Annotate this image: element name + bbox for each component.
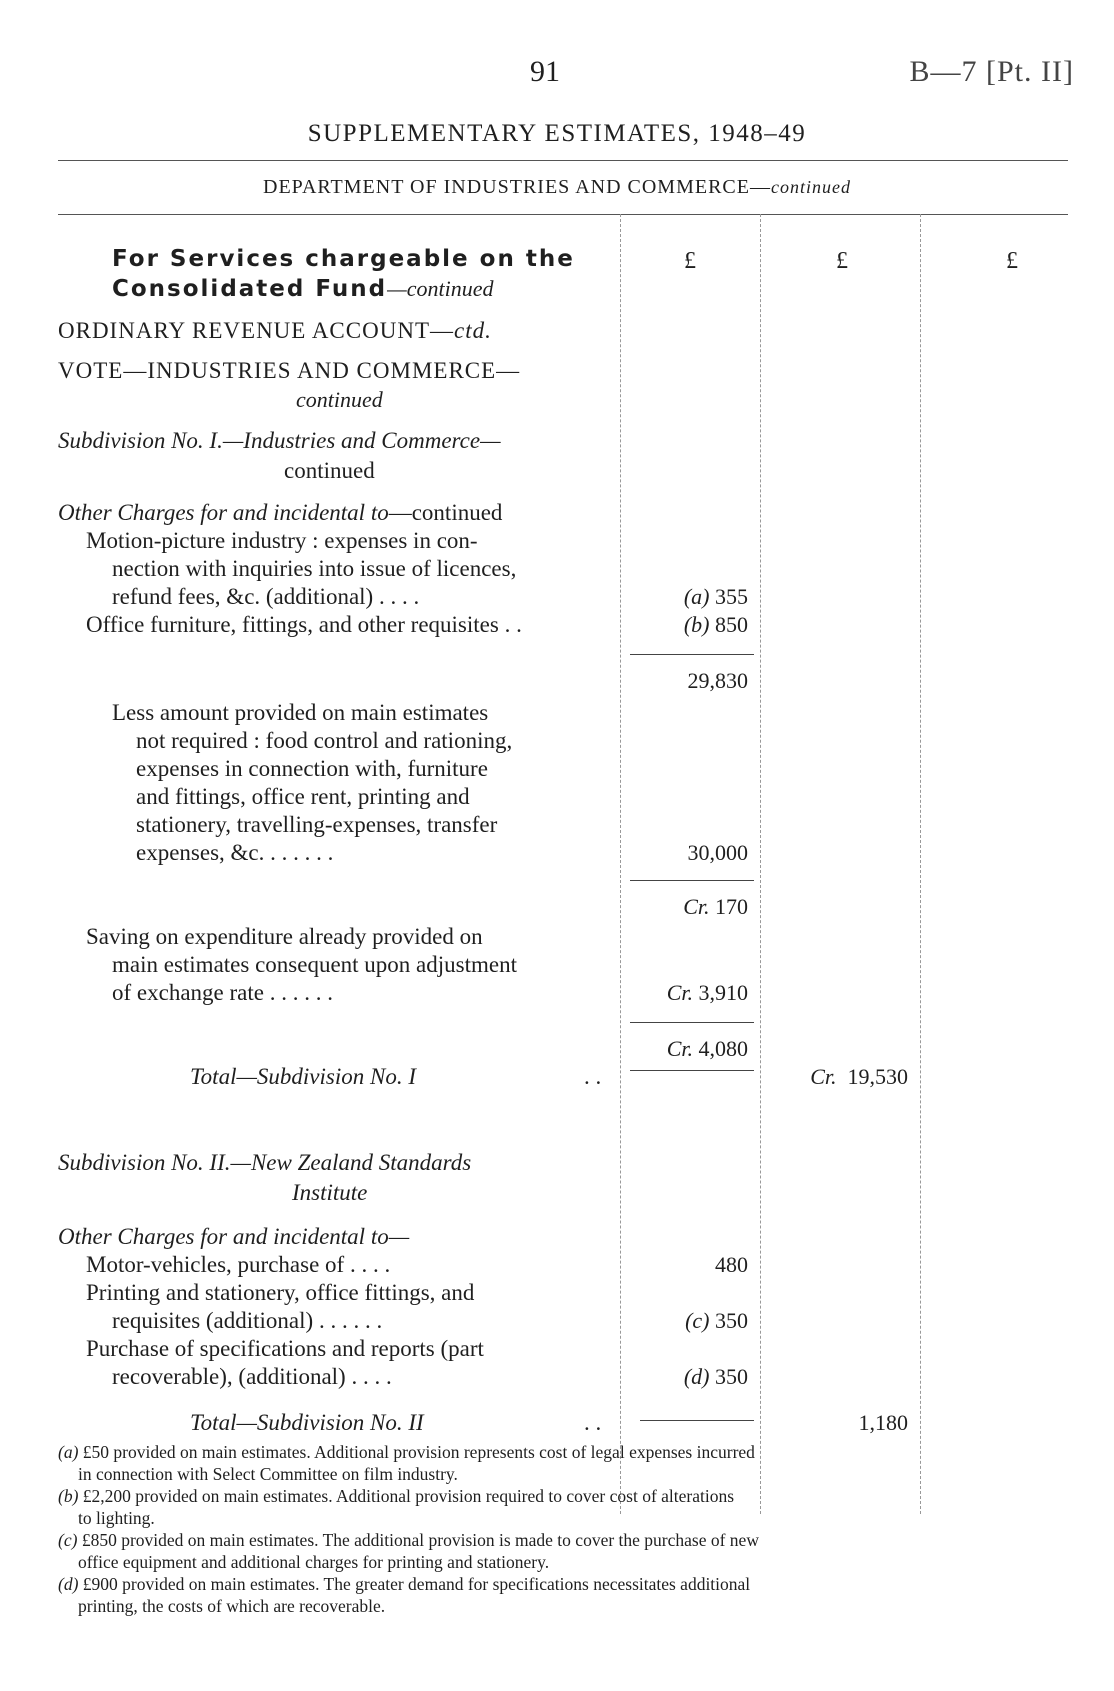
item-printing-line2: requisites (additional) . . . . . . xyxy=(112,1308,383,1333)
footnote-d-cont: printing, the costs of which are recoverable. xyxy=(78,1596,386,1616)
item-motion-picture-line3: refund fees, &c. (additional) . . . . xyxy=(112,584,420,609)
total-subdivision-2-label: Total—Subdivision No. II xyxy=(190,1410,424,1435)
total-subdivision-1-dots: . . xyxy=(584,1064,602,1089)
item-specifications-line1: Purchase of specifications and reports (part xyxy=(86,1336,484,1361)
department-heading: DEPARTMENT OF INDUSTRIES AND COMMERCE—continued xyxy=(263,176,851,198)
amount-office-furniture: (b) 850 xyxy=(683,612,748,637)
subtotal-rule xyxy=(630,654,754,655)
subdivision-2-heading-line2: Institute xyxy=(292,1180,368,1205)
document-reference: B—7 [Pt. II] xyxy=(909,55,1074,88)
net1-rule xyxy=(630,880,754,881)
item-motion-picture-line2: nection with inquiries into issue of licences, xyxy=(112,556,517,581)
footnote-c-cont: office equipment and additional charges for printing and stationery. xyxy=(78,1552,550,1572)
amount-total-subdivision-1: Cr. 19,530 xyxy=(810,1064,908,1089)
subdivision-2-heading-line1: Subdivision No. II.—New Zealand Standards xyxy=(58,1150,472,1175)
amount-printing: (c) 350 xyxy=(685,1308,748,1333)
amount-motion-picture: (a) 355 xyxy=(683,584,748,609)
footnote-a-cont: in connection with Select Committee on film industry. xyxy=(78,1464,458,1484)
footnote-a: (a) £50 provided on main estimates. Additional provision represents cost of legal expenses incurred xyxy=(58,1442,755,1462)
footnote-c: (c) £850 provided on main estimates. The additional provision is made to cover the purchase of new xyxy=(58,1530,759,1550)
subdivision-1-heading: Subdivision No. I.—Industries and Commerce— xyxy=(58,428,501,453)
total-1-rule xyxy=(630,1070,754,1071)
saving-line3: of exchange rate . . . . . . xyxy=(112,980,333,1005)
page-number: 91 xyxy=(530,55,560,88)
pound-symbol-col1: £ xyxy=(684,248,696,274)
total-subdivision-2-dots: . . xyxy=(584,1410,602,1435)
title-rule xyxy=(58,160,1068,161)
amount-less: 30,000 xyxy=(687,840,748,865)
department-rule xyxy=(58,214,1068,215)
less-amount-line5: stationery, travelling-expenses, transfer xyxy=(136,812,498,837)
subdivision-2-other-charges: Other Charges for and incidental to— xyxy=(58,1224,410,1249)
item-motion-picture-line1: Motion-picture industry : expenses in con- xyxy=(86,528,478,553)
total-subdivision-1-label: Total—Subdivision No. I xyxy=(190,1064,416,1089)
footnote-b-cont: to lighting. xyxy=(78,1508,155,1528)
services-heading-line2: Consolidated Fund—continued xyxy=(112,276,494,302)
total-2-rule xyxy=(640,1420,754,1421)
less-amount-line2: not required : food control and rationing, xyxy=(136,728,513,753)
item-office-furniture: Office furniture, fittings, and other requisites . . xyxy=(86,612,522,637)
amount-subtotal: 29,830 xyxy=(687,668,748,693)
subdivision-1-heading-cont: continued xyxy=(284,458,375,483)
item-printing-line1: Printing and stationery, office fittings, and xyxy=(86,1280,475,1305)
amount-net-credit-1: Cr. 170 xyxy=(683,894,748,919)
pound-symbol-col3: £ xyxy=(1006,248,1018,274)
less-amount-line6: expenses, &c. . . . . . . xyxy=(136,840,334,865)
account-heading: ORDINARY REVENUE ACCOUNT—ctd. xyxy=(58,318,492,343)
less-amount-line1: Less amount provided on main estimates xyxy=(112,700,489,725)
other-charges-heading: Other Charges for and incidental to—continued xyxy=(58,500,503,525)
item-motor-vehicles: Motor-vehicles, purchase of . . . . xyxy=(86,1252,391,1277)
amount-saving: Cr. 3,910 xyxy=(666,980,748,1005)
column-separator-1 xyxy=(620,214,621,1514)
amount-specifications: (d) 350 xyxy=(683,1364,748,1389)
item-specifications-line2: recoverable), (additional) . . . . xyxy=(112,1364,392,1389)
less-amount-line4: and fittings, office rent, printing and xyxy=(136,784,470,809)
footnote-b: (b) £2,200 provided on main estimates. Additional provision required to cover cost of alterations xyxy=(58,1486,735,1506)
column-separator-3 xyxy=(920,214,921,1514)
vote-heading-line1: VOTE—INDUSTRIES AND COMMERCE— xyxy=(58,358,521,383)
saving-line1: Saving on expenditure already provided on xyxy=(86,924,483,949)
pound-symbol-col2: £ xyxy=(836,248,848,274)
column-separator-2 xyxy=(760,214,761,1514)
less-amount-line3: expenses in connection with, furniture xyxy=(136,756,488,781)
services-heading-line1: For Services chargeable on the xyxy=(112,246,575,272)
footnote-d: (d) £900 provided on main estimates. The greater demand for specifications necessitates additional xyxy=(58,1574,751,1594)
amount-total-subdivision-2: 1,180 xyxy=(858,1410,908,1435)
vote-heading-line2: continued xyxy=(296,387,383,412)
page-title: SUPPLEMENTARY ESTIMATES, 1948–49 xyxy=(307,120,807,147)
amount-motor-vehicles: 480 xyxy=(715,1252,748,1277)
amount-net-credit-2: Cr. 4,080 xyxy=(666,1036,748,1061)
saving-line2: main estimates consequent upon adjustment xyxy=(112,952,517,977)
net2-rule xyxy=(630,1022,754,1023)
